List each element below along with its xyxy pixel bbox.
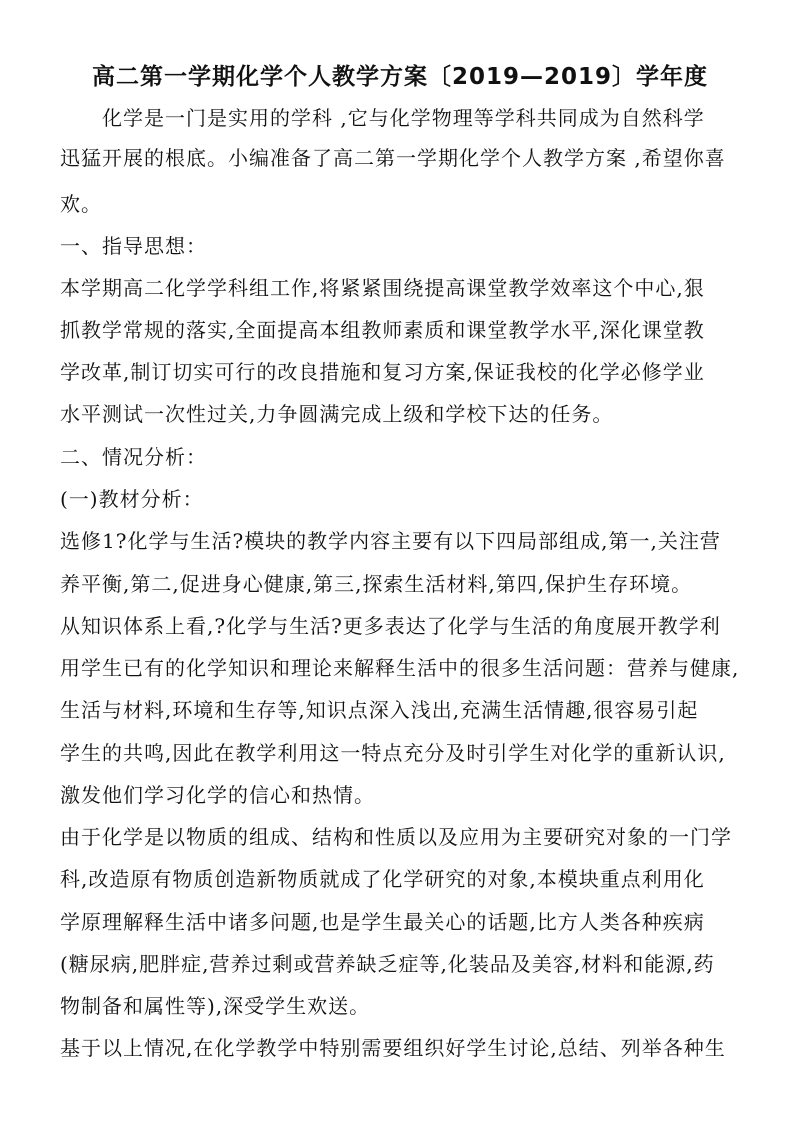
body-line: 物制备和属性等),深受学生欢送。 [60,994,371,1018]
body-line: 学改革,制订切实可行的改良措施和复习方案,保证我校的化学必修学业 [60,360,705,384]
body-line: 本学期高二化学学科组工作,将紧紧围绕提高课堂教学效率这个中心,狠 [60,276,705,300]
section-heading: 二、情况分析： [60,445,207,469]
body-line: 欢。 [60,192,102,216]
body-line: 用学生已有的化学知识和理论来解释生活中的很多生活问题：营养与健康, [60,656,740,680]
section-heading: 一、指导思想： [60,234,207,258]
body-line: 水平测试一次性过关,力争圆满完成上级和学校下达的任务。 [60,402,614,426]
subsection-heading: (一)教材分析： [60,487,204,511]
body-line: 迅猛开展的根底。小编准备了高二第一学期化学个人教学方案 ,希望你喜 [60,146,726,170]
body-line: 科,改造原有物质创造新物质就成了化学研究的对象,本模块重点利用化 [60,867,705,891]
document-title: 高二第一学期化学个人教学方案〔2019—2019〕学年度 [91,64,709,90]
body-line: 生活与材料,环境和生存等,知识点深入浅出,充满生活情趣,很容易引起 [60,698,699,722]
body-line: 基于以上情况,在化学教学中特别需要组织好学生讨论,总结、列举各种生 [60,1036,726,1060]
body-line: 化学是一门是实用的学科 ,它与化学物理等学科共同成为自然科学 [60,106,705,130]
body-line: 选修1?化学与生活?模块的教学内容主要有以下四局部组成,第一,关注营 [60,529,721,553]
body-line: 养平衡,第二,促进身心健康,第三,探索生活材料,第四,保护生存环境。 [60,572,693,596]
body-line: 激发他们学习化学的信心和热情。 [60,783,375,807]
body-line: 抓教学常规的落实,全面提高本组教师素质和课堂教学水平,深化课堂教 [60,318,705,342]
body-line: 由于化学是以物质的组成、结构和性质以及应用为主要研究对象的一门学 [60,825,732,849]
body-line: (糖尿病,肥胖症,营养过剩或营养缺乏症等,化装品及美容,材料和能源,药 [60,952,715,976]
body-line: 从知识体系上看,?化学与生活?更多表达了化学与生活的角度展开教学利 [60,614,721,638]
body-line: 学生的共鸣,因此在教学利用这一特点充分及时引学生对化学的重新认识, [60,741,726,765]
body-line: 学原理解释生活中诸多问题,也是学生最关心的话题,比方人类各种疾病 [60,910,705,934]
